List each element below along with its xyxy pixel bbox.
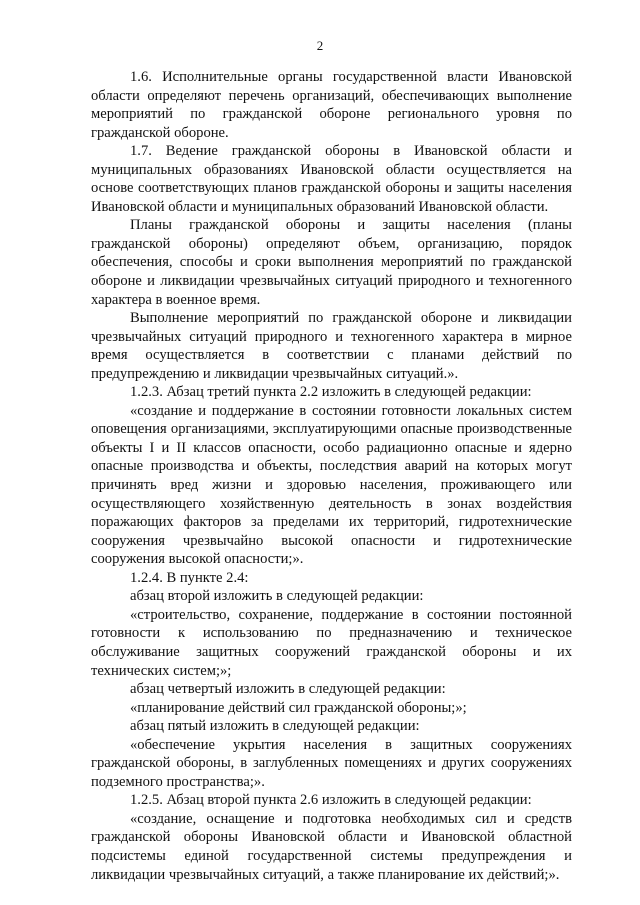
paragraph-shelter-population: «обеспечение укрытия населения в защитных сооружениях гражданской обороны, в заглубленных помещениях и других сооружениях подземного пространства;».	[91, 736, 572, 790]
paragraph-1-2-3: 1.2.3. Абзац третий пункта 2.2 изложить в следующей редакции:	[130, 384, 532, 401]
paragraph-fourth-clause-intro: абзац четвертый изложить в следующей редакции:	[130, 681, 446, 698]
paragraph-second-clause-intro: абзац второй изложить в следующей редакции:	[130, 588, 424, 605]
paragraph-civil-defense-plans: Планы гражданской обороны и защиты населения (планы гражданской обороны) определяют объем, организацию, порядок обеспечения, способы и сроки выполнения мероприятий по гражданской обороне и ликвидации чрезвычайных ситуаций природного и техногенного характера в военное время.	[91, 217, 572, 308]
paragraph-1-2-4: 1.2.4. В пункте 2.4:	[130, 569, 249, 586]
paragraph-warning-systems: «создание и поддержание в состоянии готовности локальных систем оповещения организациями, эксплуатирующими опасные производственные объекты I и II классов опасности, особо радиационно опасные и ядерно опасные производства и объекты, последствия аварий на которых могут причинять вред жизни и здоровью населения, проживающего или осуществляющего хозяйственную деятельность в зонах воздействия поражающих факторов за пределами их территорий, гидротехнические сооружения чрезвычайно высокой опасности и гидротехнические сооружения высокой опасности;».	[91, 402, 572, 568]
document-body	[91, 68, 572, 884]
paragraph-planning-actions: «планирование действий сил гражданской обороны;»;	[130, 699, 467, 716]
paragraph-fifth-clause-intro: абзац пятый изложить в следующей редакции:	[130, 718, 420, 735]
paragraph-1-2-5: 1.2.5. Абзац второй пункта 2.6 изложить в следующей редакции:	[130, 792, 532, 809]
page-number: 2	[316, 38, 324, 53]
paragraph-forces-preparation: «создание, оснащение и подготовка необходимых сил и средств гражданской обороны Ивановской области и Ивановской областной подсистемы единой государственной системы предупреждения и ликвидации чрезвычайных ситуаций, а также планирование их действий;».	[91, 810, 572, 883]
paragraph-1-7: 1.7. Ведение гражданской обороны в Ивановской области и муниципальных образованиях Ивановской области осуществляется на основе соответствующих планов гражданской обороны и защиты населения Ивановской области и муниципальных образований Ивановской области.	[91, 143, 572, 215]
paragraph-protective-structures: «строительство, сохранение, поддержание в состоянии постоянной готовности к использованию по предназначению и техническое обслуживание защитных сооружений гражданской обороны и их технических систем;»;	[91, 606, 572, 679]
paragraph-1-6: 1.6. Исполнительные органы государственной власти Ивановской области определяют перечень организаций, обеспечивающих выполнение мероприятий по гражданской обороне регионального уровня по гражданской обороне.	[91, 69, 572, 141]
paragraph-peacetime-measures: Выполнение мероприятий по гражданской обороне и ликвидации чрезвычайных ситуаций природного и техногенного характера в мирное время осуществляется в соответствии с планами действий по предупреждению и ликвидации чрезвычайных ситуаций.».	[91, 310, 572, 382]
